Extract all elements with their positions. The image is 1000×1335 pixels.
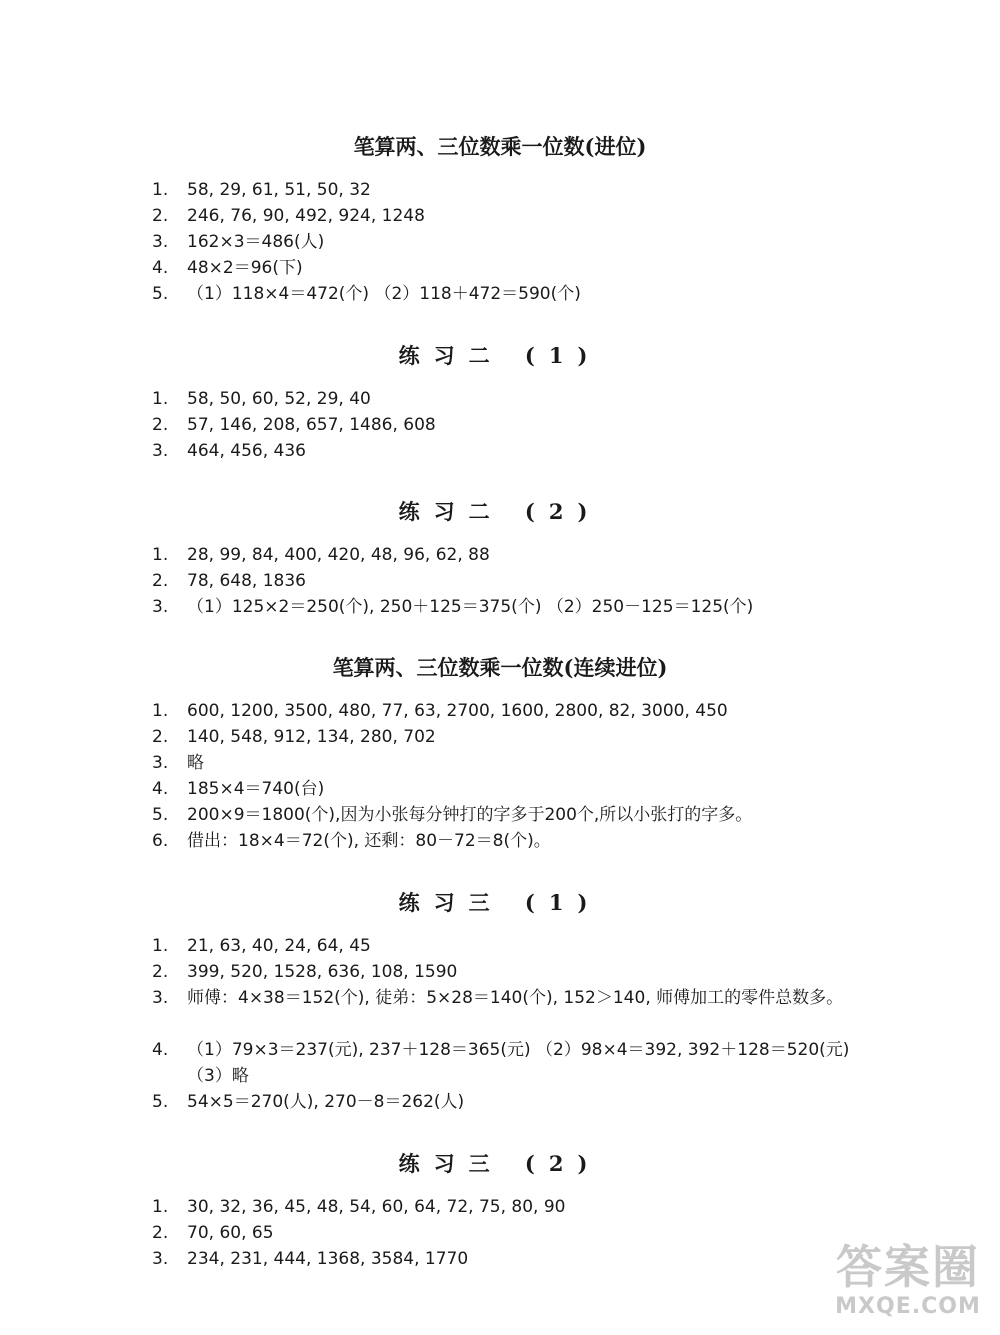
- section-title: 练习二 (2): [398, 499, 602, 524]
- list-item: [0, 386, 1000, 412]
- watermark-url: MXQE.COM: [835, 1294, 981, 1319]
- list-item: [0, 438, 1000, 464]
- item-answer: 78, 648, 1836: [187, 571, 306, 591]
- answer-list: [0, 933, 1000, 1115]
- item-answer: 57, 146, 208, 657, 1486, 608: [187, 415, 436, 435]
- item-answer: 28, 99, 84, 400, 420, 48, 96, 62, 88: [187, 545, 490, 565]
- item-answer: 略: [187, 753, 204, 773]
- answer-list: [0, 542, 1000, 620]
- list-item: [0, 542, 1000, 568]
- watermark-logo: [828, 1240, 988, 1330]
- item-number: 3.: [152, 1249, 169, 1269]
- item-number: 1.: [152, 180, 169, 200]
- section-title: 笔算两、三位数乘一位数(进位): [353, 134, 647, 159]
- list-item: [0, 985, 1000, 1037]
- item-number: 2.: [152, 1223, 169, 1243]
- item-number: 2.: [152, 415, 169, 435]
- item-answer: （1）125×2＝250(个), 250＋125＝375(个) （2）250－125＝125(个): [187, 597, 754, 617]
- item-number: 5.: [152, 805, 169, 825]
- item-answer: 54×5＝270(人), 270－8＝262(人): [187, 1092, 465, 1112]
- item-number: 1.: [152, 936, 169, 956]
- item-number: 2.: [152, 571, 169, 591]
- item-answer: 246, 76, 90, 492, 924, 1248: [187, 206, 425, 226]
- list-item: [0, 802, 1000, 828]
- item-answer: 借出：18×4＝72(个), 还剩：80－72＝8(个)。: [187, 831, 551, 851]
- list-item: [0, 568, 1000, 594]
- list-item: [0, 776, 1000, 802]
- item-answer: 185×4＝740(台): [187, 779, 325, 799]
- list-item: [0, 933, 1000, 959]
- item-number: 4.: [152, 1040, 169, 1060]
- list-item: [0, 959, 1000, 985]
- list-item: [0, 1194, 1000, 1220]
- answer-list: [0, 698, 1000, 854]
- section-title: 练习二 (1): [398, 343, 602, 368]
- watermark-text: 答案圈: [836, 1240, 980, 1294]
- section-title: 练习三 (1): [398, 890, 602, 915]
- item-number: 4.: [152, 779, 169, 799]
- list-item: [0, 281, 1000, 307]
- list-item: [0, 1037, 1000, 1089]
- item-answer: 58, 29, 61, 51, 50, 32: [187, 180, 371, 200]
- list-item: [0, 1089, 1000, 1115]
- item-answer: 600, 1200, 3500, 480, 77, 63, 2700, 1600, 2800, 82, 3000, 450: [187, 701, 728, 721]
- item-number: 5.: [152, 284, 169, 304]
- item-number: 5.: [152, 1092, 169, 1112]
- section-title: 练习三 (2): [398, 1151, 602, 1176]
- item-number: 3.: [152, 988, 169, 1008]
- item-number: 2.: [152, 962, 169, 982]
- item-answer: 58, 50, 60, 52, 29, 40: [187, 389, 371, 409]
- list-item: [0, 698, 1000, 724]
- list-item: [0, 412, 1000, 438]
- list-item: [0, 255, 1000, 281]
- item-answer: 48×2＝96(下): [187, 258, 303, 278]
- list-item: [0, 724, 1000, 750]
- list-item: [0, 594, 1000, 620]
- item-answer: 70, 60, 65: [187, 1223, 274, 1243]
- section-title: 笔算两、三位数乘一位数(连续进位): [332, 655, 668, 680]
- item-number: 1.: [152, 545, 169, 565]
- item-number: 6.: [152, 831, 169, 851]
- item-answer: 师傅：4×38＝152(个), 徒弟：5×28＝140(个), 152＞140, 师傅加工的零件总数多。: [187, 988, 844, 1008]
- item-number: 2.: [152, 206, 169, 226]
- item-answer: 30, 32, 36, 45, 48, 54, 60, 64, 72, 75, 80, 90: [187, 1197, 566, 1217]
- answer-list: [0, 177, 1000, 307]
- item-number: 3.: [152, 441, 169, 461]
- item-answer: （1）118×4＝472(个) （2）118＋472＝590(个): [187, 284, 581, 304]
- item-answer: 140, 548, 912, 134, 280, 702: [187, 727, 436, 747]
- item-number: 3.: [152, 753, 169, 773]
- item-number: 1.: [152, 389, 169, 409]
- list-item: [0, 177, 1000, 203]
- list-item: [0, 229, 1000, 255]
- item-number: 4.: [152, 258, 169, 278]
- list-item: [0, 828, 1000, 854]
- item-answer: 464, 456, 436: [187, 441, 306, 461]
- item-number: 1.: [152, 1197, 169, 1217]
- item-answer: （1）79×3＝237(元), 237＋128＝365(元) （2）98×4＝392, 392＋128＝520(元) （3）略: [187, 1040, 850, 1086]
- list-item: [0, 203, 1000, 229]
- list-item: [0, 750, 1000, 776]
- item-answer: 234, 231, 444, 1368, 3584, 1770: [187, 1249, 469, 1269]
- item-answer: 399, 520, 1528, 636, 108, 1590: [187, 962, 458, 982]
- answer-list: [0, 386, 1000, 464]
- item-answer: 21, 63, 40, 24, 64, 45: [187, 936, 371, 956]
- item-number: 3.: [152, 597, 169, 617]
- item-number: 1.: [152, 701, 169, 721]
- item-answer: 162×3＝486(人): [187, 232, 325, 252]
- item-number: 2.: [152, 727, 169, 747]
- item-answer: 200×9＝1800(个),因为小张每分钟打的字多于200个,所以小张打的字多。: [187, 805, 753, 825]
- item-number: 3.: [152, 232, 169, 252]
